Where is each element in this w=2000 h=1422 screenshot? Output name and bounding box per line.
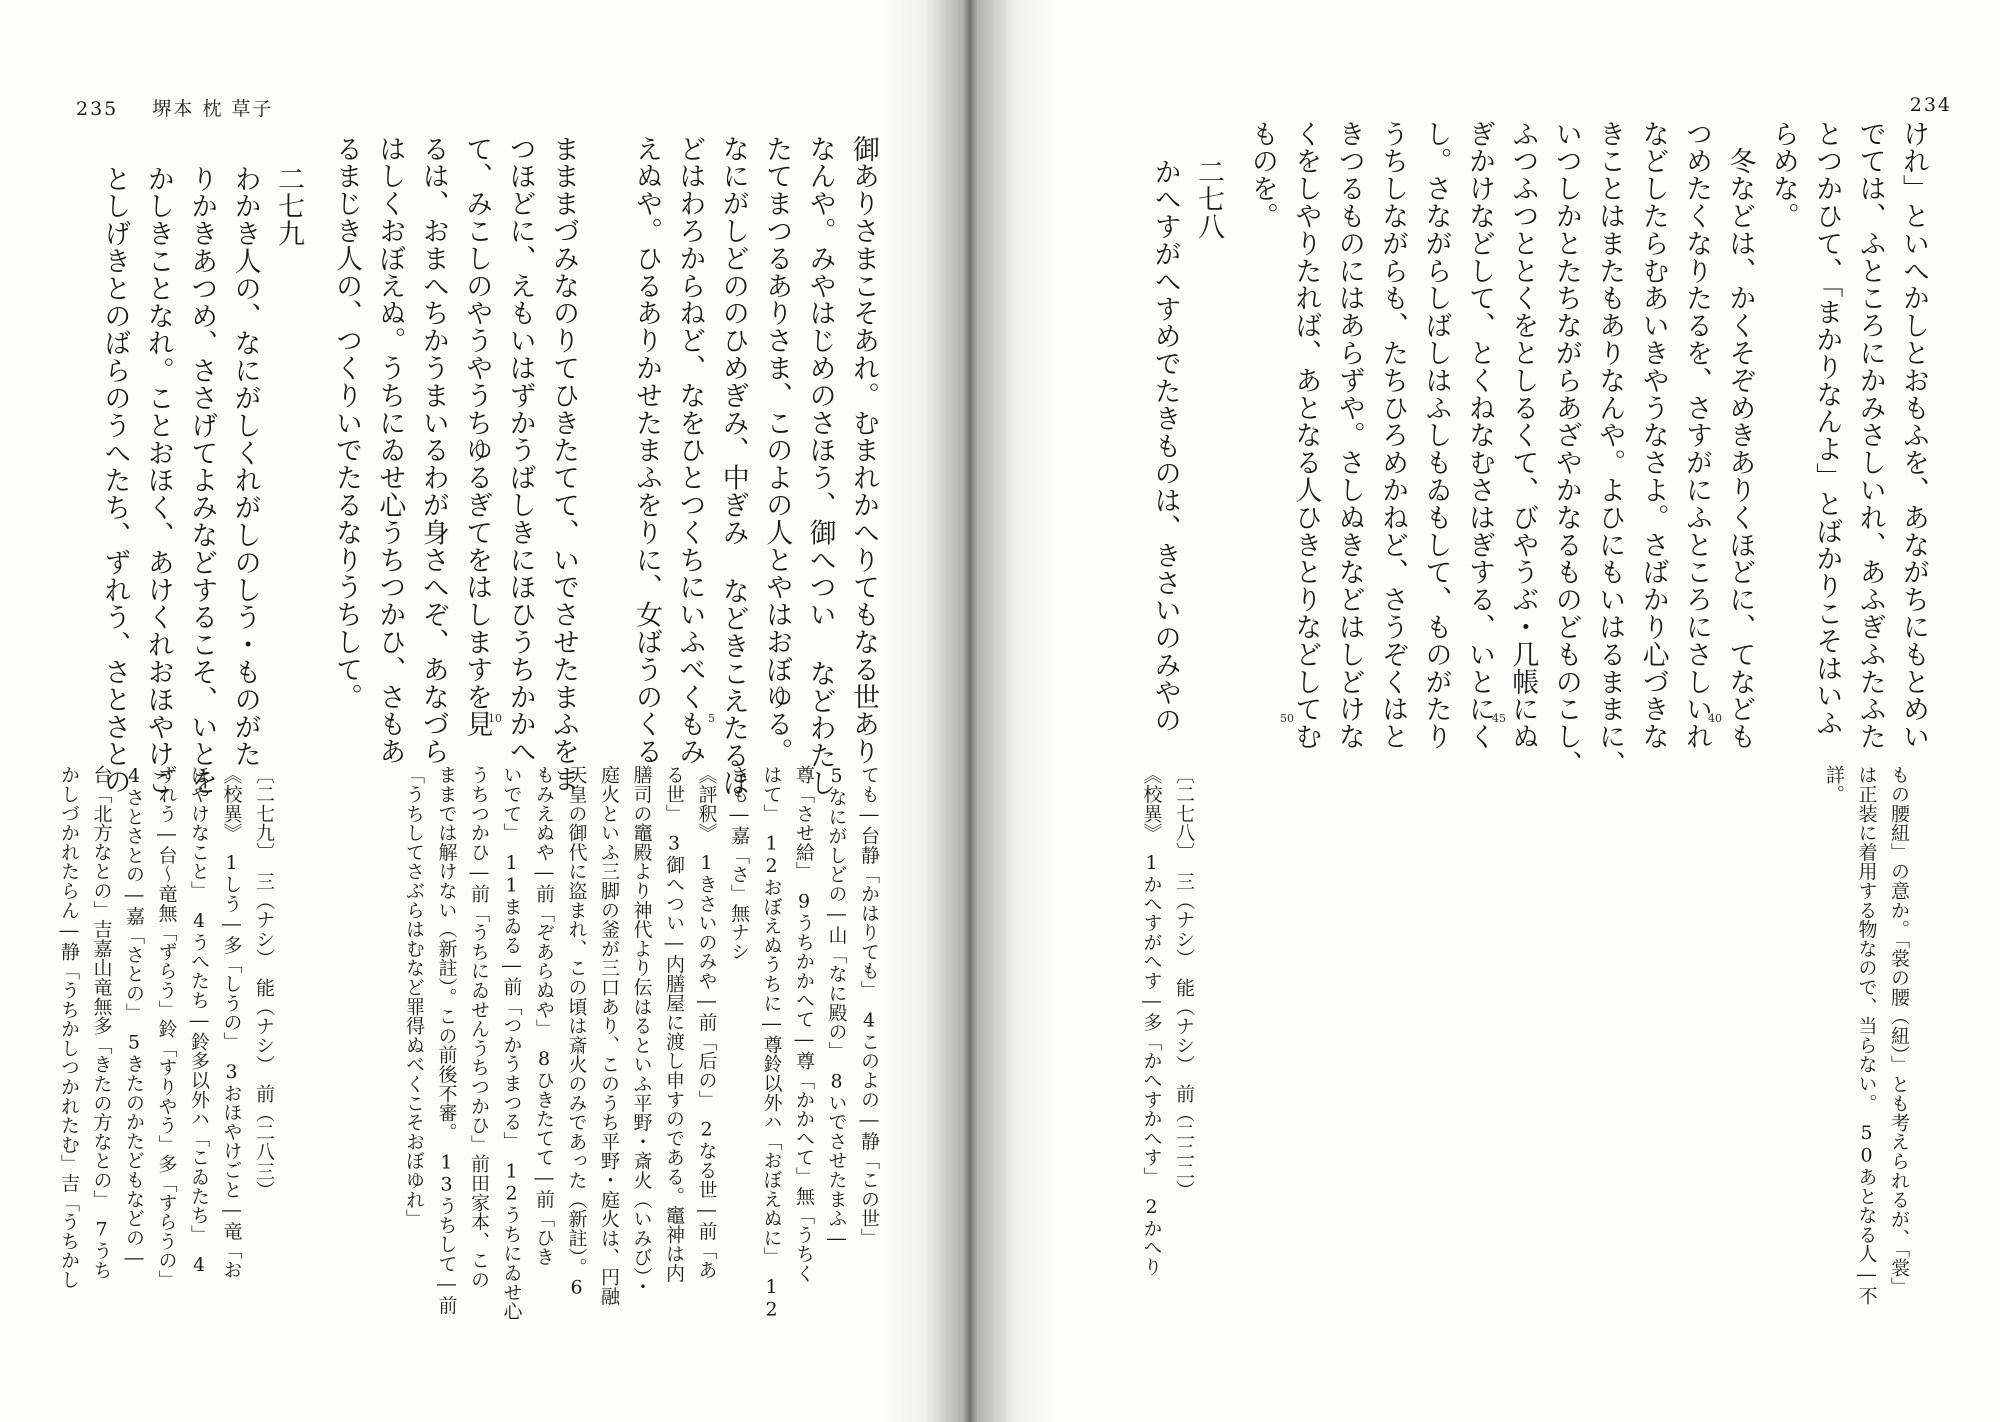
- notes-column-right-1: もの腰紐」の意か。「裳の腰（紐）」とも考えられるが、「裳」 は正装に着用する物なので、当らない。 50あとなる人―不 詳。: [1823, 765, 1910, 1305]
- line-number-10: 10: [488, 712, 502, 725]
- line-number-5: 5: [708, 712, 715, 725]
- right-page: [1020, 0, 2000, 1422]
- main-text-column-left-1: 御ありさまこそあれ。むまれかへりてもなる世あり なんや。みやはじめのさほう、御へつい などわたし たてまつるありさま、このよの人とやはおぼゆる。 なにがしどののひめぎみ、中ぎみ などきこえたるほ どはわろからねど、なをひとつくちにいふべくもみ えぬや。ひるありかせたまふをりに、女ばうのくる: [630, 135, 879, 797]
- main-text-column-left-2: まままづみなのりてひきたてて、いでさせたまふをま つほどに、えもいはずかうばしきにほひうちかかへ て、みこしのやうやうちゆるぎてをはしますを見 るは、おまへちかうまいるわが身さへぞ、あなづら はしくおぼえぬ。うちにゐせ心うちつかひ、さもあ るまじき人の、つくりいでたるなりうちして。: [330, 135, 579, 793]
- left-page: [0, 0, 980, 1422]
- line-number-40: 40: [1708, 712, 1722, 725]
- line-number-45: 45: [1492, 712, 1506, 725]
- main-text-column-left-3: 二七九 わかき人の、なにがしくれがしのしう・ものがた りかきあつめ、ささげてよみなどするこそ、いとを かしきことなれ。ことおほく、あけくれおほやけご としげきとのばらのうへたち、ずれう、さとさとの: [99, 165, 304, 796]
- notes-column-right-2: 〔二七八〕 三（ナシ） 能（ナシ） 前（二二二） 《校異》 1かへすがへす―多「かへすかへす」 2かへり: [1140, 765, 1195, 1277]
- line-number-50: 50: [1280, 712, 1294, 725]
- main-text-column-right-1: けれ」といへかしとおもふを、あながちにもとめい でては、ふところにかみさしいれ、あふぎふたふた とつかひて、「まかりなんよ」とばかりこそはいふ らめな。 冬などは、かくそぞめきありくほどに、てなども つめたくなりたるを、さすがにふところにさしいれ などしたらむあいきやうなさよ。さばかり心づきな きことはまたもありなんや。よひにもいはるままに、 いつしかとたちながらあざやかなるものどものこし、 ふつふつととくをとしるくて、びやうぶ・几帳にぬ ぎかけなどして、とくねなむさはぎする、いとにく し。さながらしばしはふしもゐもして、ものがたり うちしながらも、たちひろめかねど、さうぞくはと きつるものにはあらずや。さしぬきなどはしどけな くをしやりたれば、あとなる人ひきとりなどしてむ ものを。: [1246, 120, 1929, 778]
- running-header-left: [76, 94, 273, 121]
- notes-column-left-2: 〔二七九〕 三（ナシ） 能（ナシ） 前（二八三） 《校異》 1しう―多「しうの」 3おほやけごと―竜「お ほやけなこと」 4うへたち―鈴多以外ハ「こゐたち」 4 ずれう―台〜竜無「ずらう」鈴「すりやう」多「すらうの」 4さとさとの―嘉「さとの」 5きたのかたどもなどの― 台「北方なとの」吉嘉山竜無多「きたの方なとの」 7うち かしづかれたらん―静「うちかしつかれたむ」吉「うちかし: [58, 765, 275, 1290]
- main-text-column-right-2: 二七八 かへすがへすめでたきものは、きさいのみやの: [1149, 158, 1224, 734]
- running-title: 堺本 枕 草子: [152, 98, 274, 120]
- page-number-right: 234: [1909, 94, 1952, 116]
- notes-column-left-1: ても―台静「かはりても」 4このよの―静「この世」 5なにがしどの―山「なに殿の」 8いでさせたまふ― 尊「させ給」 9うちかかへて―尊「かかへて」無「うちく はて」 12おぼえぬうちに―尊鈴以外ハ「おぼえぬに」 12 さも―嘉「さ」無ナシ 《評釈》 1きさいのみや―前「后の」 2なる世―前「あ る世」 3御へつい―内膳屋に渡し申すのである。竈神は内 膳司の竈殿より神代より伝はるといふ平野・斎火（いみび）・ 庭火といふ三脚の釜が三口あり、このうち平野・庭火は、円融 天皇の御代に盗まれ、この頃は斎火のみであった（新註）。6 もみえぬや―前「ぞあらぬや」 8ひきたてて―前「ひき いでて」 11まゐる―前「つかうまつる」 12うちにゐせ心 うちつかひ―前「うちにゐせんうちつかひ」前田家本、この ままでは解けない（新註）。この前後不審。 13うちして―前 「うちしてさぶらはむなど罪得ぬべくこそおぼゆれ」: [403, 765, 880, 1321]
- page-number-left: 235: [76, 98, 119, 120]
